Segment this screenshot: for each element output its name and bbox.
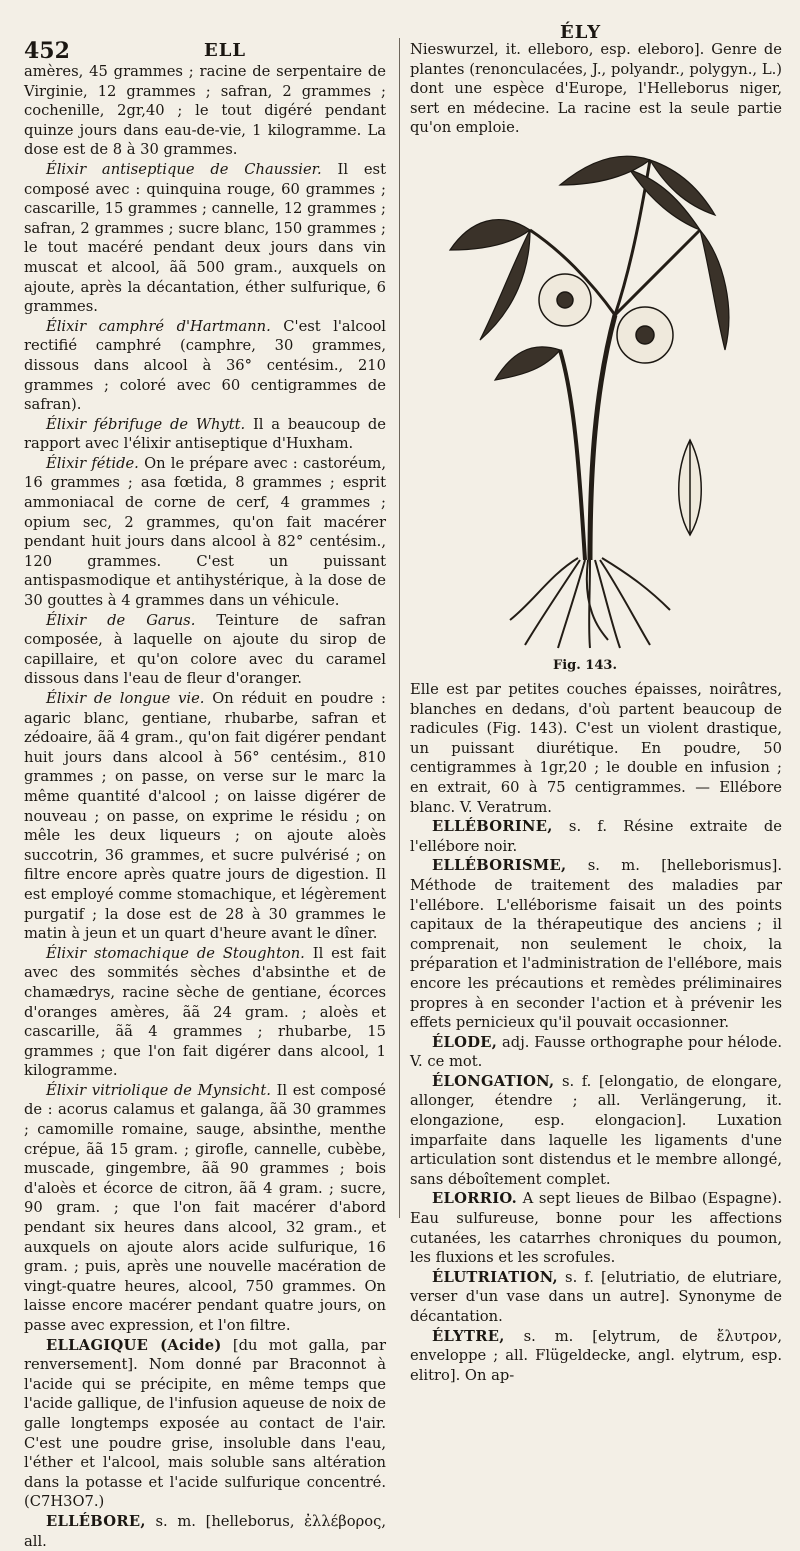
entry-text: Il est composé avec : quinquina rouge, 60 grammes ; cascarille, 15 grammes ; cannelle, 12 grammes ; safran, 2 grammes ; sucre blanc, 150 grammes ; le tout macéré pendant deux jours dans vin muscat et alcool, ãã 500 gram., auxquels on ajoute, après la décantation, éther sulfurique, 6 grammes. [24,160,386,316]
entry-term: Élixir vitriolique de Mynsicht. [46,1081,271,1099]
entry-text: C'est l'alcool rectifié camphré (camphre, 30 grammes, dissous dans alcool à 36° centésim., 210 grammes ; coloré avec 60 centigrammes de safran). [24,317,386,414]
entry-term: Élixir de Garus. [46,611,196,629]
running-head-left: ELL [204,40,247,61]
dictionary-entry [410,817,782,856]
dictionary-entry [24,415,386,454]
entry-term: Élixir antiseptique de Chaussier. [46,160,322,178]
continued-text [24,62,386,160]
entry-term: ELLÉBORINE, [432,818,553,836]
dictionary-entry [24,1512,386,1551]
entry-term: ÉLUTRIATION, [432,1268,558,1286]
entry-text: adj. Fausse orthographe pour hélode. V. ce mot. [410,1033,782,1071]
dictionary-entry [410,856,782,1032]
entry-text: Elle est par petites couches épaisses, noirâtres, blanches en dedans, d'où partent beaucoup de radicules (Fig. 143). C'est un violent drastique, un puissant diurétique. En poudre, 50 centigrammes à 1gr,20 ; le double en infusion ; en extrait, 60 à 75 centigrammes. — Ellébore blanc. V. Veratrum. [410,681,782,816]
dictionary-entry [24,1081,386,1336]
dictionary-entry [410,1072,782,1190]
entry-term: ELLÉBORE, [46,1512,146,1530]
right-column-top [410,40,782,138]
dictionary-entry [24,317,386,415]
dictionary-entry [24,160,386,317]
figure-caption: Fig. 143. [553,658,617,673]
entry-term: Élixir fébrifuge de Whytt. [46,415,246,433]
continued-text [410,680,782,817]
page-number: 452 [24,38,70,64]
entry-term: Élixir camphré d'Hartmann. [46,317,271,335]
entry-text: amères, 45 grammes ; racine de serpentaire de Virginie, 12 grammes ; safran, 2 grammes ; cochenille, 2gr,40 ; le tout digéré pendant quinze jours dans eau-de-vie, 1 kilogramme. La dose est de 8 à 30 grammes. [24,63,386,159]
entry-term: ELLÉBORISME, [432,857,567,875]
dictionary-entry [410,1189,782,1267]
entry-text: Nieswurzel, it. elleboro, esp. eleboro]. Genre de plantes (renonculacées, J., polyandr., polygyn., L.) dont une espèce d'Europe, l'Helleborus niger, sert en médecine. La racine est la seule partie qu'on emploie. [410,41,782,137]
entry-term: ELLAGIQUE (Acide) [46,1336,222,1354]
entry-text: s. m. [helleborus, ἐλλέβορος, all. [24,1512,386,1550]
page-header [24,38,394,64]
dictionary-entry [410,1033,782,1072]
entry-term: ELORRIO. [432,1190,518,1208]
hellebore-figure [440,140,740,673]
entry-text: On le prépare avec : castoréum, 16 grammes ; asa fœtida, 8 grammes ; esprit ammoniacal de corne de cerf, 4 grammes ; opium sec, 2 grammes, qu'on fait macérer pendant huit jours dans alcool à 82° centésim., 120 grammes. C'est un puissant antispasmodique et antihystérique, à la dose de 30 gouttes à 4 grammes dans un véhicule. [24,454,387,610]
hellebore-plant-illustration [440,140,740,650]
entry-text: s. f. Résine extraite de l'ellébore noir. [410,818,782,855]
dictionary-entry [410,1327,782,1386]
entry-text: Il est fait avec des sommités sèches d'absinthe et de chamædrys, racine sèche de gentiane, écorces d'oranges amères, ãã 24 gram. ; aloès et cascarille, ãã 4 grammes ; rhubarbe, 15 grammes ; que l'on fait digérer dans alcool, 1 kilogramme. [24,944,387,1080]
entry-text: s. m. [helleborismus]. Méthode de traitement des maladies par l'ellébore. L'elléborisme faisait un des points capitaux de la thérapeutique des anciens ; il comprenait, non seulement le choix, la préparation et l'administration de l'ellébore, mais encore les précautions et remèdes préliminaires propres à en seconder l'action et à prévenir les effets pernicieux qu'il pouvait occasionner. [410,857,782,1032]
left-column [24,62,386,1551]
entry-text: s. f. [elutriatio, de elutriare, verser d'un vase dans un autre]. Synonyme de décantation. [410,1268,782,1325]
entry-text: A sept lieues de Bilbao (Espagne). Eau sulfureuse, bonne pour les affections cutanées, les catarrhes chroniques du poumon, les fluxions et les scrofules. [410,1190,782,1267]
entry-term: Élixir de longue vie. [46,690,205,707]
dictionary-entry [24,1336,386,1512]
entry-text: Teinture de safran composée, à laquelle on ajoute du sirop de capillaire, et qu'on colore avec du caramel dissous dans l'eau de fleur d'oranger. [24,611,386,688]
entry-text: [du mot galla, par renversement]. Nom donné par Braconnot à l'acide qui se précipite, en même temps que l'acide gallique, de l'infusion aqueuse de noix de galle longtemps exposée au contact de l'air. C'est une poudre grise, insoluble dans l'eau, l'éther et l'alcool, mais soluble sans altération dans la potasse et l'acide sulfurique concentré. (C7H3O7.) [24,1336,387,1511]
entry-term: Élixir stomachique de Stoughton. [46,944,305,962]
entry-term: Élixir fétide. [46,454,139,472]
entry-text: Il est composé de : acorus calamus et galanga, ãã 30 grammes ; camomille romaine, sauge, absinthe, menthe crépue, ãã 15 gram. ; girofle, cannelle, cubèbe, muscade, gingembre, ãã 90 grammes ; bois d'aloès et écorce de citron, ãã 4 gram. ; sucre, 90 gram. ; que l'on fait macérer d'abord pendant six heures dans alcool, 32 gram., et auxquels on ajoute alors acide sulfurique, 16 gram. ; puis, après une nouvelle macération de vingt-quatre heures, alcool, 750 grammes. On laisse encore macérer pendant quatre jours, on passe avec expression, et l'on filtre. [24,1081,386,1334]
entry-text: Il a beaucoup de rapport avec l'élixir antiseptique d'Huxham. [24,415,386,453]
entry-term: ÉLODE, [432,1033,498,1051]
dictionary-entry [24,689,386,944]
running-head-right: ÉLY [560,22,602,43]
right-column-bottom [410,680,782,1385]
dictionary-entry [24,454,386,611]
dictionary-entry [410,1268,782,1327]
entry-text: s. f. [elongatio, de elongare, allonger, étendre ; all. Verlängerung, it. elongazione, esp. elongacion]. Luxation imparfaite dans laquelle les ligaments d'une articulation sont distendus et le membre allongé, sans déboîtement complet. [410,1072,782,1188]
continued-text [410,40,782,138]
entry-term: ÉLYTRE, [432,1327,505,1345]
entry-term: ÉLONGATION, [432,1072,555,1090]
column-divider [399,38,400,1218]
dictionary-entry [24,944,386,1081]
dictionary-entry [24,611,386,689]
entry-text: s. m. [elytrum, de ἔλυτρον, enveloppe ; all. Flügeldecke, angl. elytrum, esp. elitro]. On ap- [410,1327,782,1384]
entry-text: On réduit en poudre : agaric blanc, gentiane, rhubarbe, safran et zédoaire, ãã 4 gram., qu'on fait digérer pendant huit jours dans alcool à 56° centésim., 810 grammes ; on passe, on verse sur le marc la même quantité d'alcool ; on laisse digérer de nouveau ; on passe, on exprime le résidu ; on mêle les deux liqueurs ; on ajoute aloès succotrin, 36 grammes, et sucre pulvérisé ; on filtre encore après quatre jours de digestion. Il est employé comme stomachique, et légèrement purgatif ; la dose est de 28 à 30 grammes le matin à jeun et un quart d'heure avant le dîner. [24,690,386,943]
